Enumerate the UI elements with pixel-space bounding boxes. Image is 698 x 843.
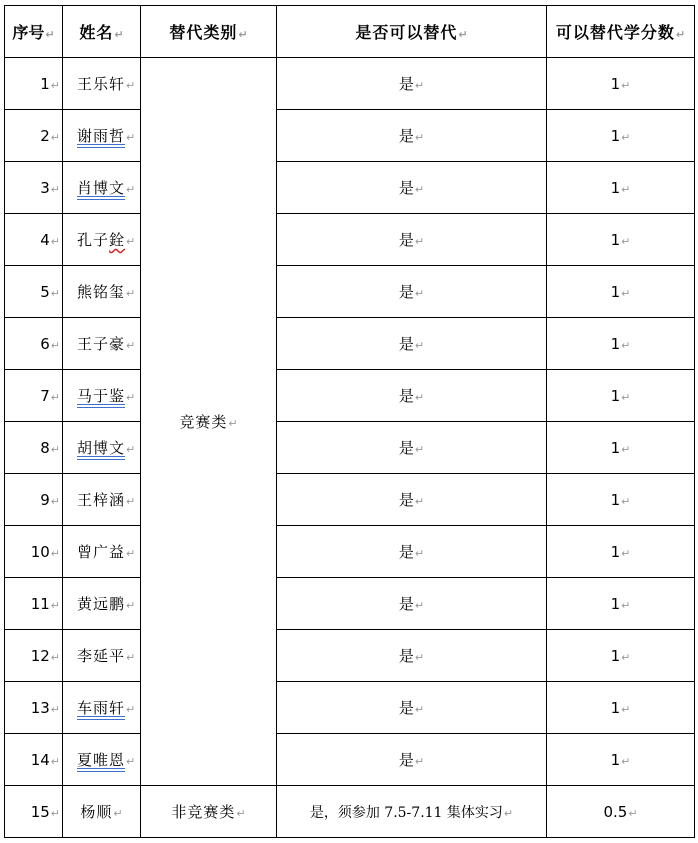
credits-cell: 1↵ bbox=[547, 578, 695, 630]
seq-cell: 8↵ bbox=[5, 422, 63, 474]
seq-cell: 3↵ bbox=[5, 162, 63, 214]
table-row bbox=[5, 474, 695, 526]
table-row bbox=[5, 58, 695, 110]
name-cell: 王梓涵↵ bbox=[63, 474, 141, 526]
category-cell: 非竞赛类↵ bbox=[141, 786, 277, 838]
credits-cell: 1↵ bbox=[547, 110, 695, 162]
can-replace-cell: 是↵ bbox=[277, 214, 547, 266]
seq-cell: 5↵ bbox=[5, 266, 63, 318]
table-row bbox=[5, 682, 695, 734]
name-cell: 马于鉴↵ bbox=[63, 370, 141, 422]
table-row bbox=[5, 110, 695, 162]
seq-cell: 12↵ bbox=[5, 630, 63, 682]
can-replace-cell: 是↵ bbox=[277, 266, 547, 318]
header-cell: 姓名↵ bbox=[63, 6, 141, 58]
credits-cell: 1↵ bbox=[547, 58, 695, 110]
credits-cell: 1↵ bbox=[547, 422, 695, 474]
can-replace-cell: 是↵ bbox=[277, 526, 547, 578]
name-cell: 胡博文↵ bbox=[63, 422, 141, 474]
category-cell: 竞赛类↵ bbox=[141, 58, 277, 786]
seq-cell: 14↵ bbox=[5, 734, 63, 786]
student-name: 李延平 bbox=[77, 647, 126, 665]
table-row bbox=[5, 526, 695, 578]
name-cell: 夏唯恩↵ bbox=[63, 734, 141, 786]
table-row bbox=[5, 214, 695, 266]
credits-cell: 1↵ bbox=[547, 370, 695, 422]
table-header-row bbox=[5, 6, 695, 58]
credit-replacement-table bbox=[4, 5, 695, 838]
table-row bbox=[5, 370, 695, 422]
header-cell: 是否可以替代↵ bbox=[277, 6, 547, 58]
name-cell: 熊铭玺↵ bbox=[63, 266, 141, 318]
student-name: 黄远鹏 bbox=[77, 595, 126, 613]
student-name: 胡博文 bbox=[77, 439, 126, 457]
table-row bbox=[5, 786, 695, 838]
table-row bbox=[5, 266, 695, 318]
table-row bbox=[5, 162, 695, 214]
header-cell: 序号↵ bbox=[5, 6, 63, 58]
student-name: 谢雨哲 bbox=[77, 127, 126, 145]
seq-cell: 1↵ bbox=[5, 58, 63, 110]
can-replace-cell: 是↵ bbox=[277, 682, 547, 734]
table-row bbox=[5, 318, 695, 370]
credits-cell: 1↵ bbox=[547, 734, 695, 786]
name-cell: 孔子銓↵ bbox=[63, 214, 141, 266]
seq-cell: 13↵ bbox=[5, 682, 63, 734]
student-name: 马于鉴 bbox=[77, 387, 126, 405]
name-cell: 肖博文↵ bbox=[63, 162, 141, 214]
credits-cell: 1↵ bbox=[547, 526, 695, 578]
can-replace-cell: 是↵ bbox=[277, 474, 547, 526]
name-cell: 车雨轩↵ bbox=[63, 682, 141, 734]
can-replace-cell: 是↵ bbox=[277, 370, 547, 422]
seq-cell: 11↵ bbox=[5, 578, 63, 630]
student-name: 王乐轩 bbox=[77, 75, 126, 93]
credits-cell: 1↵ bbox=[547, 682, 695, 734]
seq-cell: 15↵ bbox=[5, 786, 63, 838]
student-name: 王梓涵 bbox=[77, 491, 126, 509]
seq-cell: 4↵ bbox=[5, 214, 63, 266]
name-cell: 王乐轩↵ bbox=[63, 58, 141, 110]
seq-cell: 10↵ bbox=[5, 526, 63, 578]
table-row bbox=[5, 422, 695, 474]
student-name: 肖博文 bbox=[77, 179, 126, 197]
credits-cell: 1↵ bbox=[547, 630, 695, 682]
seq-cell: 6↵ bbox=[5, 318, 63, 370]
can-replace-cell: 是↵ bbox=[277, 58, 547, 110]
can-replace-cell: 是↵ bbox=[277, 630, 547, 682]
credits-cell: 1↵ bbox=[547, 162, 695, 214]
header-cell: 替代类别↵ bbox=[141, 6, 277, 58]
student-name: 车雨轩 bbox=[77, 699, 126, 717]
table-row bbox=[5, 734, 695, 786]
student-name: 王子豪 bbox=[77, 335, 126, 353]
can-replace-cell: 是，须参加 7.5-7.11 集体实习↵ bbox=[277, 786, 547, 838]
seq-cell: 9↵ bbox=[5, 474, 63, 526]
credits-cell: 1↵ bbox=[547, 474, 695, 526]
credits-cell: 1↵ bbox=[547, 266, 695, 318]
header-cell: 可以替代学分数↵ bbox=[547, 6, 695, 58]
student-name: 孔子銓 bbox=[77, 231, 126, 249]
name-cell: 李延平↵ bbox=[63, 630, 141, 682]
can-replace-cell: 是↵ bbox=[277, 422, 547, 474]
credits-cell: 1↵ bbox=[547, 318, 695, 370]
name-cell: 黄远鹏↵ bbox=[63, 578, 141, 630]
credits-cell: 1↵ bbox=[547, 214, 695, 266]
name-cell: 谢雨哲↵ bbox=[63, 110, 141, 162]
student-name: 杨顺 bbox=[80, 803, 113, 821]
table-body bbox=[5, 58, 695, 838]
can-replace-cell: 是↵ bbox=[277, 318, 547, 370]
table-row bbox=[5, 630, 695, 682]
student-name: 熊铭玺 bbox=[77, 283, 126, 301]
name-cell: 杨顺↵ bbox=[63, 786, 141, 838]
credits-cell: 0.5↵ bbox=[547, 786, 695, 838]
name-cell: 曾广益↵ bbox=[63, 526, 141, 578]
can-replace-cell: 是↵ bbox=[277, 162, 547, 214]
name-cell: 王子豪↵ bbox=[63, 318, 141, 370]
seq-cell: 7↵ bbox=[5, 370, 63, 422]
can-replace-cell: 是↵ bbox=[277, 578, 547, 630]
seq-cell: 2↵ bbox=[5, 110, 63, 162]
can-replace-cell: 是↵ bbox=[277, 734, 547, 786]
student-name: 夏唯恩 bbox=[77, 751, 126, 769]
can-replace-cell: 是↵ bbox=[277, 110, 547, 162]
student-name: 曾广益 bbox=[77, 543, 126, 561]
table-row bbox=[5, 578, 695, 630]
